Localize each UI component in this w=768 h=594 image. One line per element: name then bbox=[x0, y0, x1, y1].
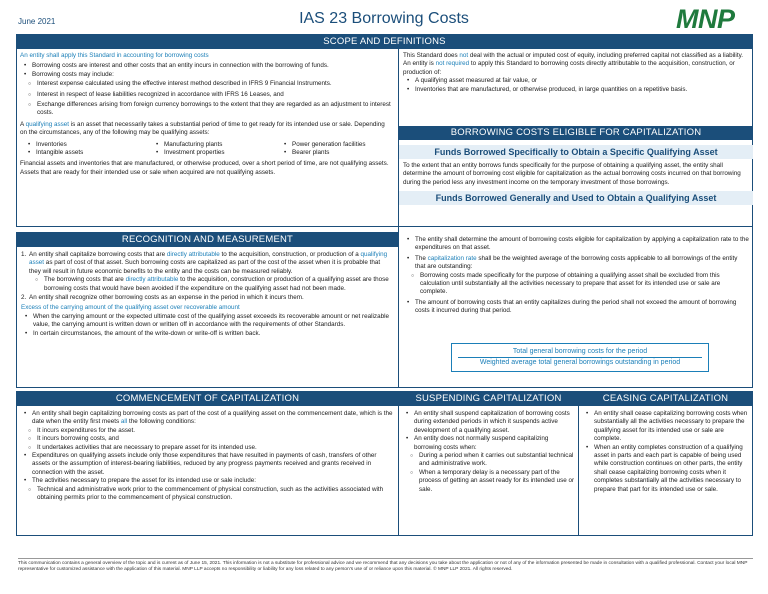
list-item: • Manufacturing plants bbox=[156, 141, 284, 149]
specific-funds-heading: Funds Borrowed Specifically to Obtain a Specific Qualifying Asset bbox=[399, 145, 753, 159]
list-item: • Power generation facilities bbox=[284, 141, 424, 149]
list-item: • An entity does not normally suspend capitalizing borrowing costs when: bbox=[409, 435, 576, 452]
specific-funds-text: To the extent that an entity borrows funds specifically for the purpose of obtaining a qualifying asset, the entity shall determine the amount of borrowing cost eligible for capitalization as the actual borrowing costs incurred on that borrowing during the period less any investment income on the temporary investment of those borrowings. bbox=[403, 162, 741, 186]
list-item: • Bearer plants bbox=[284, 149, 424, 157]
list-item: 2. An entity shall recognize other borrowing costs as an expense in the period in which it incurs them. bbox=[21, 294, 304, 302]
scope-left bbox=[20, 52, 392, 177]
list-item: ○ The borrowing costs that are directly attributable to the acquisition, construction or production of a qualifying asset are those borrowing costs that would have been avoided if the expenditure on the qualifying asset had not been made. bbox=[39, 276, 393, 293]
list-item: • An entity shall begin capitalizing borrowing costs as part of the cost of a qualifying asset on the commencement date, which is the date when the entity first meets all the following conditions: bbox=[27, 410, 394, 427]
qualifying-asset-definition: A qualifying asset is an asset that necessarily takes a substantial period of time to get ready for its intended use or sale. Depending on the circumstances, any of the following may be qualifying assets: bbox=[20, 120, 385, 137]
scope-heading: SCOPE AND DEFINITIONS bbox=[17, 35, 752, 49]
list-item: • Borrowing costs are interest and other costs that an entity incurs in connection with the borrowing of funds. bbox=[27, 62, 392, 70]
list-item: • When an entity completes construction of a qualifying asset in parts and each part is capable of being used while construction continues on other parts, the entity shall cease capitalizing borrowing costs when it completes substantially all the activities necessary to prepare that part for its intended use or sale. bbox=[589, 444, 750, 494]
commencement-body bbox=[20, 410, 394, 502]
scope-equity-note: This Standard does not deal with the actual or imputed cost of equity, including preferred capital not classified as a liability. bbox=[403, 52, 744, 59]
scope-intro: An entity shall apply this Standard in accounting for borrowing costs bbox=[20, 52, 209, 59]
list-item: ○ During a period when it carries out substantial technical and administrative work. bbox=[414, 452, 576, 469]
suspending-heading: SUSPENDING CAPITALIZATION bbox=[399, 392, 578, 406]
eligible-section bbox=[399, 126, 753, 205]
list-item: ○ Exchange differences arising from foreign currency borrowings to the extent that they are regarded as an adjustment to interest costs. bbox=[32, 101, 392, 118]
eligible-border bbox=[398, 226, 753, 388]
scope-exemption: An entity is not required to apply this Standard to borrowing costs directly attributable to the acquisition, construction, or production of: bbox=[403, 60, 735, 76]
list-item: • The entity shall determine the amount of borrowing costs eligible for capitalization by applying a capitalization rate to the expenditures on that asset. bbox=[410, 236, 749, 253]
list-item: • The activities necessary to prepare the asset for its intended use or sale include: bbox=[27, 477, 394, 485]
list-item: • A qualifying asset measured at fair value, or bbox=[410, 77, 749, 85]
list-item: • An entity shall suspend capitalization of borrowing costs during extended periods in which it suspends active development of a qualifying asset. bbox=[409, 410, 576, 435]
list-item: • Inventories bbox=[28, 141, 156, 149]
list-item: ○ It undertakes activities that are necessary to prepare asset for its intended use. bbox=[32, 444, 394, 452]
ceasing-heading: CEASING CAPITALIZATION bbox=[579, 392, 752, 406]
recognition-heading: RECOGNITION AND MEASUREMENT bbox=[17, 233, 398, 247]
suspending-body bbox=[402, 410, 576, 494]
list-item: ○ Interest expense calculated using the effective interest method described in IFRS 9 Financial Instruments. bbox=[32, 80, 392, 88]
document-date: June 2021 bbox=[18, 17, 56, 26]
list-item: • An entity shall cease capitalizing borrowing costs when substantially all the activities necessary to prepare the qualifying asset for its intended use or sale are complete. bbox=[589, 410, 750, 444]
list-item: • Intangible assets bbox=[28, 149, 156, 157]
list-item: ○ It incurs borrowing costs, and bbox=[32, 435, 394, 443]
list-item: ○ Technical and administrative work prior to the commencement of physical construction, such as the activities associated with obtaining permits prior to the commencement of physical construction. bbox=[32, 486, 394, 503]
formula-numerator: Total general borrowing costs for the period bbox=[512, 348, 648, 355]
scope-right bbox=[403, 52, 749, 94]
list-item: • Borrowing costs may include: bbox=[27, 71, 392, 79]
list-item: ○ It incurs expenditures for the asset. bbox=[32, 427, 394, 435]
list-item: 1. An entity shall capitalize borrowing costs that are directly attributable to the acquisition, construction, or production of a qualifying asset as part of cost of that asset. Such borrowing costs are capitalized as part of the cost of the asset when it is probable that they will result in future economic benefits to the entity and the costs can be measured reliably. bbox=[21, 251, 388, 275]
formula-denominator: Weighted average total general borrowings outstanding in period bbox=[479, 359, 681, 366]
excess-heading: Excess of the carrying amount of the qualifying asset over recoverable amount bbox=[21, 304, 240, 312]
list-item: ○ When a temporary delay is a necessary part of the process of getting an asset ready for its intended use or sale. bbox=[414, 469, 576, 494]
general-funds-heading: Funds Borrowed Generally and Used to Obtain a Qualifying Asset bbox=[399, 191, 753, 205]
list-item: • Investment properties bbox=[156, 149, 284, 157]
asset-list bbox=[20, 141, 392, 158]
scope-closing: Financial assets and inventories that are manufactured, or otherwise produced, over a short period of time, are not qualifying assets. Assets that are ready for their intended use or sale when acquired are not qualifying assets. bbox=[20, 160, 389, 176]
list-item: • In certain circumstances, the amount of the write-down or write-off is written back. bbox=[28, 330, 393, 338]
eligible-heading: BORROWING COSTS ELIGIBLE FOR CAPITALIZATION bbox=[399, 126, 753, 140]
recognition-body bbox=[21, 251, 393, 338]
list-item: • Inventories that are manufactured, or otherwise produced, in large quantities on a repetitive basis. bbox=[410, 86, 749, 94]
list-item: • The capitalization rate shall be the weighted average of the borrowing costs applicable to all borrowings of the entity that are outstanding: bbox=[410, 255, 749, 272]
list-item: • The amount of borrowing costs that an entity capitalizes during the period shall not exceed the amount of borrowing costs it incurred during that period. bbox=[410, 299, 749, 316]
ceasing-body bbox=[582, 410, 750, 494]
list-item: ○ Interest in respect of lease liabilities recognized in accordance with IFRS 16 Leases, and bbox=[32, 91, 392, 99]
mnp-logo: MNP bbox=[676, 4, 735, 34]
legal-disclaimer: This communication contains a general overview of the topic and is current as of June 15, 2021. This information is not a substitute for professional advice and we recommend that any decisions you take about the application or not of any of the information presented be made in consultation with a qualified professional. Contact your local MNP representative for customized assistance with the application of this material. MNP LLP accepts no responsibility or liability for any loss related to any person's use of or reliance upon this material. © MNP LLP 2021. All rights reserved. bbox=[18, 558, 753, 574]
list-item: • When the carrying amount or the expected ultimate cost of the qualifying asset exceeds its recoverable amount or net realizable value, the carrying amount is written down or written off in accordance with the requirements of other Standards. bbox=[28, 313, 393, 330]
list-item: ○ Borrowing costs made specifically for the purpose of obtaining a qualifying asset shall be excluded from this calculation until substantially all the activities necessary to prepare that asset for its intended use or sale are complete. bbox=[415, 272, 749, 297]
commencement-heading: COMMENCEMENT OF CAPITALIZATION bbox=[17, 392, 398, 406]
list-item: • Expenditures on qualifying assets include only those expenditures that have resulted in payments of cash, transfers of other assets or the assumption of interest-bearing liabilities, reduced by any progress payments received and grants received in connection with the asset. bbox=[27, 452, 394, 477]
page-title: IAS 23 Borrowing Costs bbox=[299, 10, 469, 27]
